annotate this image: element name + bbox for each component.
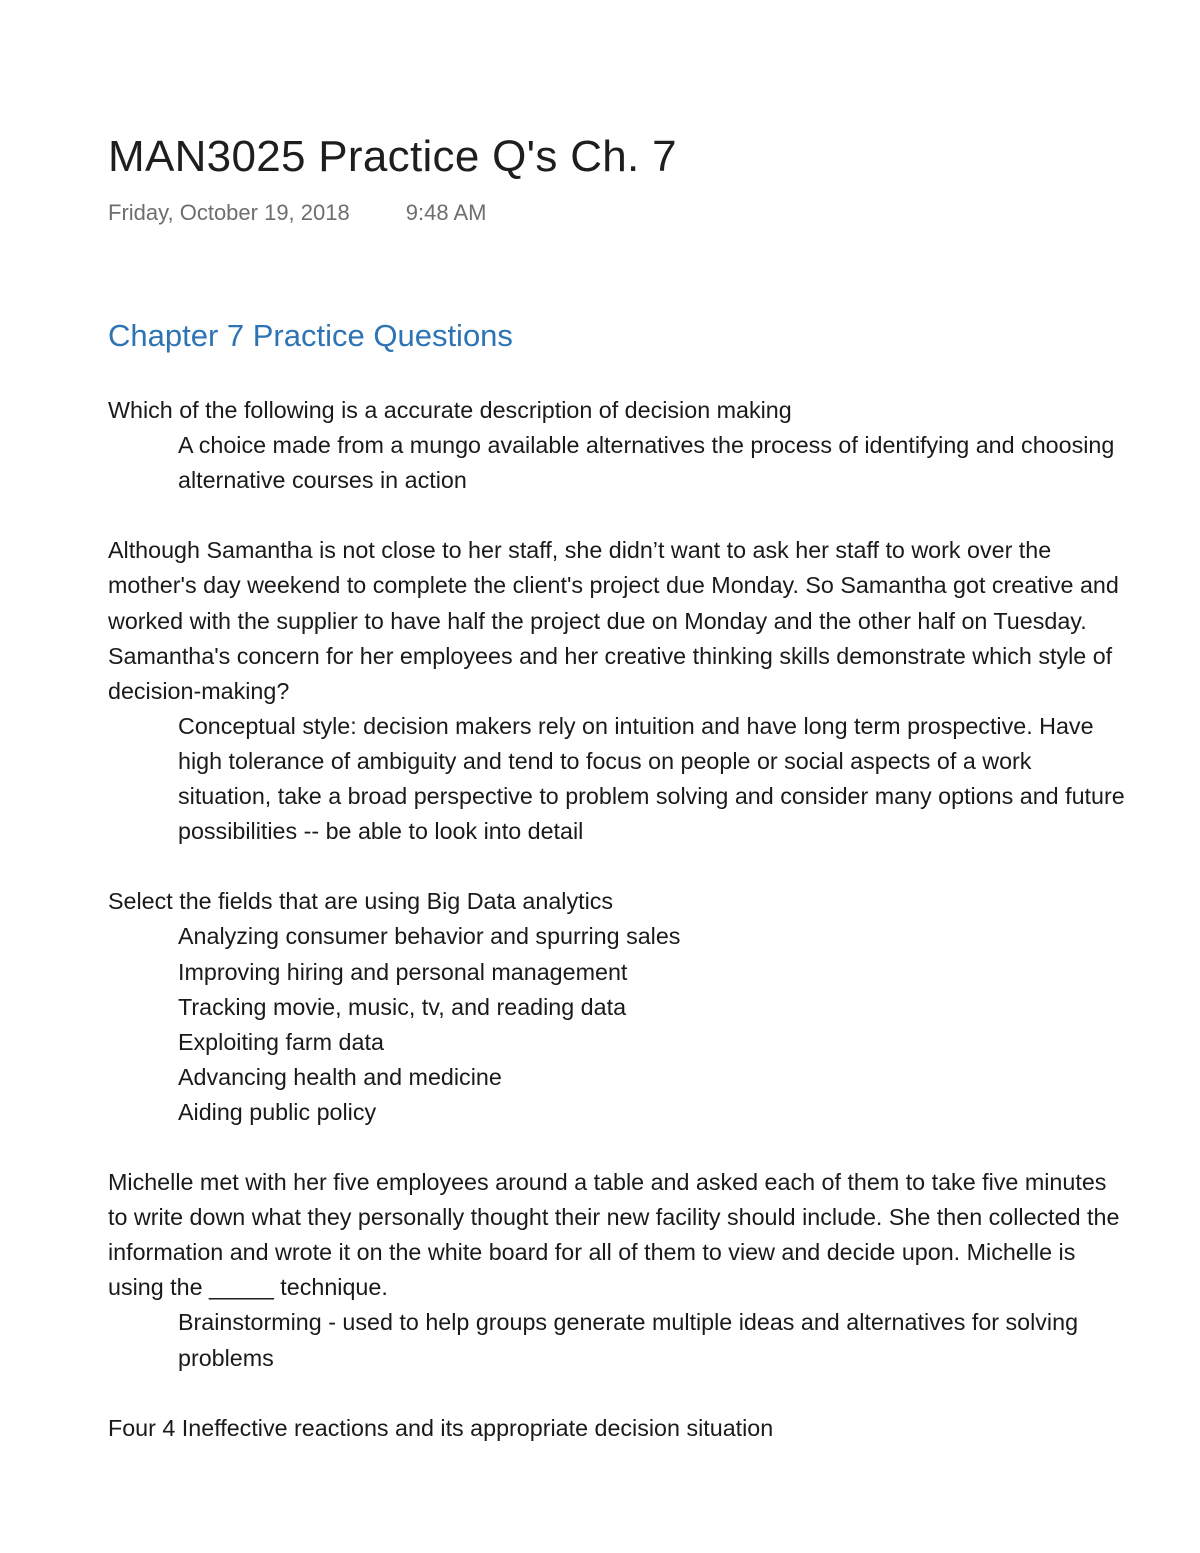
- page-title: MAN3025 Practice Q's Ch. 7: [108, 132, 677, 181]
- answer-3-list: [108, 919, 1128, 1130]
- list-item: Improving hiring and personal management: [178, 958, 628, 985]
- question-4: Michelle met with her five employees around a table and asked each of them to take five minutes to write down what they personally thought their new facility should include. She then collected the information and wrote it on the white board for all of them to view and decide upon. Michelle is using the _____ technique.: [108, 1169, 1120, 1301]
- spacer: [108, 1376, 1128, 1411]
- list-item: Exploiting farm data: [178, 1028, 384, 1055]
- list-item: Tracking movie, music, tv, and reading data: [178, 993, 627, 1020]
- answer-4: Brainstorming - used to help groups generate multiple ideas and alternatives for solving problems: [178, 1309, 1079, 1371]
- question-2: Although Samantha is not close to her staff, she didn’t want to ask her staff to work over the mother's day weekend to complete the client's project due Monday. So Samantha got creative and worked with the supplier to have half the project due on Monday and the other half on Tuesday. Samantha's concern for her employees and her creative thinking skills demonstrate which style of decision-making?: [108, 537, 1119, 704]
- page-time: 9:48 AM: [405, 200, 487, 225]
- spacer: [108, 1130, 1128, 1165]
- list-item: Advancing health and medicine: [178, 1063, 502, 1090]
- spacer: [108, 849, 1128, 884]
- section-heading: Chapter 7 Practice Questions: [108, 318, 513, 353]
- page-date: Friday, October 19, 2018: [108, 200, 350, 225]
- spacer: [108, 498, 1128, 533]
- note-content: [108, 393, 1128, 1446]
- question-5: Four 4 Ineffective reactions and its appropriate decision situation: [108, 1414, 774, 1441]
- question-1: Which of the following is a accurate description of decision making: [108, 397, 792, 423]
- answer-1: A choice made from a mungo available alternatives the process of identifying and choosing alternative courses in action: [178, 432, 1115, 494]
- list-item: Aiding public policy: [178, 1098, 377, 1125]
- answer-2: Conceptual style: decision makers rely on intuition and have long term prospective. Have high tolerance of ambiguity and tend to focus on people or social aspects of a work situation, take a broad perspective to problem solving and consider many options and future possibilities -- be able to look into detail: [178, 712, 1125, 845]
- question-3: Select the fields that are using Big Data analytics: [108, 888, 614, 915]
- page-timestamp: [108, 200, 486, 226]
- list-item: Analyzing consumer behavior and spurring sales: [178, 923, 681, 950]
